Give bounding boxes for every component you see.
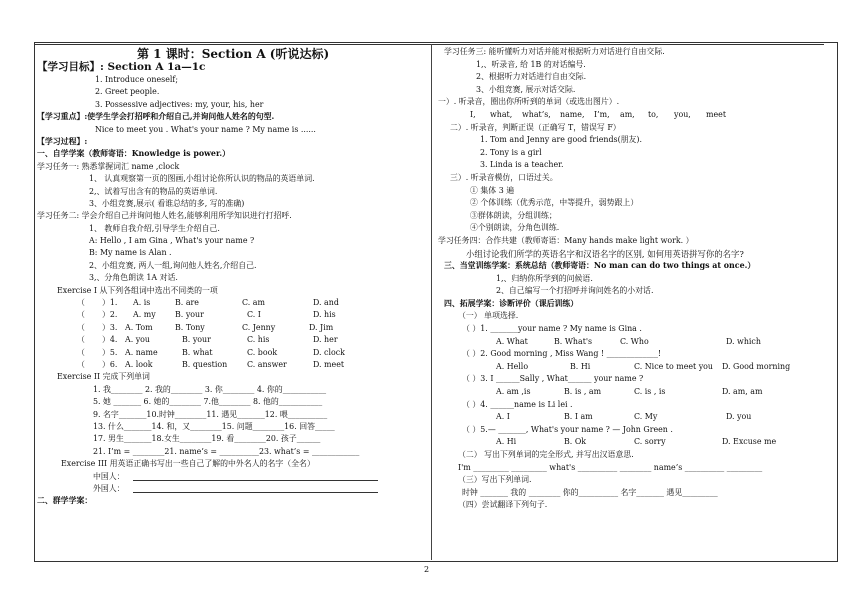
answer-line[interactable] [133, 473, 378, 481]
exercise-row: （ ）3. A. Tom B. Tony C. Jenny D. Jim [77, 322, 334, 332]
tf-item: 2. Tony is a girl [480, 147, 542, 157]
mc-options: A. I B. I am C. My D. you [496, 412, 752, 422]
header-line [34, 44, 824, 45]
answer-line[interactable] [133, 485, 378, 493]
mc-options: A. Hello B. Hi C. Nice to meet you D. Good morning [496, 361, 791, 371]
right-column [436, 48, 836, 514]
chinese-label: 中国人： [93, 471, 125, 481]
word-row: I, what, what’s, name, I’m, am, to, you, meet [470, 109, 726, 119]
exercise-row: （ ）1. A. is B. are C. am D. and [77, 298, 339, 308]
foreign-label: 外国人： [93, 483, 125, 493]
section-heading: 一、自学学案（教师寄语：Knowledge is power.） [37, 149, 231, 159]
task-item: 2、根据听力对话进行自由交际. [476, 72, 587, 82]
words-row: 时钟 _______ 我的 ________ 你的__________ 名字_______ 遇见_________ [462, 487, 718, 497]
column-divider [431, 44, 432, 560]
imitate-item: ② 个体训练（优秀示范，中等提升，弱势跟上） [470, 198, 639, 208]
objective-item: 3. Possessive adjectives: my, your, his, her [95, 99, 264, 109]
part-heading: （三）写出下列单词. [458, 475, 532, 485]
exercise-row: （ ）5. A. name B. what C. book D. clock [77, 347, 345, 357]
task-heading: 学习任务二: 学会介绍自己并询问他人姓名,能够利用所学知识进行打招呼. [37, 211, 292, 221]
exercise-title: Exercise II 完成下列单词 [57, 372, 150, 382]
task-item: 3,、分角色朗读 1A 对话. [89, 273, 178, 283]
fill-row: 17. 男生_______18.女生________19. 看________20. 孩子______ [93, 434, 321, 444]
mc-question: （ ）2. Good morning , Miss Wang ! _____________! [462, 349, 662, 359]
task-text: 小组讨论我们所学的英语名字和汉语名字的区别, 如何用英语拼写你的名字? [466, 248, 744, 259]
dialog-line: B: My name is Alan . [89, 248, 172, 258]
exercise-row: （ ）6. A. look B. question C. answer D. meet [77, 359, 345, 369]
part-heading: （一） 单项选择. [458, 311, 519, 321]
mc-question: （ ）4. ______name is Li lei . [462, 399, 573, 409]
listening-part: 三）. 听录音模仿，口语过关。 [450, 172, 558, 182]
section-heading: 二、群学学案： [37, 496, 93, 506]
objective-item: 2. Greet people. [95, 87, 160, 97]
fill-row: 21. I’m = ________21. name’s = __________23. what’s = ____________ [93, 446, 360, 456]
task-item: 1,、听录音, 给 1B 的对话编号. [476, 59, 586, 69]
exercise-title: Exercise I 从下列各组词中选出不同类的一项 [57, 285, 218, 295]
task-heading: 学习任务三: 能听懂听力对话并能对根据听力对话进行自由交际. [444, 47, 665, 56]
summary-item: 2、自己编写一个打招呼并询问姓名的小对话. [496, 286, 654, 296]
summary-item: 1,、归纳你所学到的问候语. [496, 273, 593, 283]
mc-question: （ ）3. I ______Sally , What______ your name ? [462, 374, 644, 384]
imitate-item: ① 集体 3 遍 [470, 185, 515, 195]
imitate-item: ④个别朗读，分角色训练. [470, 223, 560, 233]
mc-question: （ ）5.— _______, What's your name ? — John Green . [462, 424, 673, 434]
section-heading: 三、当堂训练学案：系统总结（教师寄语：No man can do two things at once.） [444, 261, 756, 271]
lesson-title: 第 1 课时：Section A (听说达标) [137, 47, 330, 61]
task-item: 3、小组竞赛,展示( 看谁总结的多, 写的准确) [89, 198, 245, 208]
fill-row: 5. 她 _______ 6. 她的________ 7.他________ 8. 他的___________ [93, 397, 323, 407]
listening-part: 二）. 听录音，判断正误（正确写 T，错误写 F） [450, 122, 621, 132]
exercise-row: （ ）4. A. you B. your C. his D. her [77, 335, 338, 345]
tf-item: 1. Tom and Jenny are good friends(朋友). [480, 135, 643, 145]
page-number: 2 [424, 565, 430, 574]
imitate-item: ③群体朗读，分组训练； [470, 210, 557, 220]
part-heading: （二） 写出下列单词的完全形式, 并写出汉语意思. [458, 450, 634, 459]
task-item: 1、 教师自我介绍,引导学生介绍自己. [89, 223, 220, 233]
objective-item: 1. Introduce oneself; [95, 75, 178, 84]
fill-row: 1. 我________ 2. 我的________ 3. 你________ 4. 你的___________ [93, 384, 327, 394]
exercise-title: Exercise III 用英语正确书写出一些自己了解的中外名人的名字（全名） [61, 459, 315, 469]
task-heading: 学习任务四：合作共建（教师寄语：Many hands make light work. ） [438, 235, 694, 245]
key-points: 【学习重点】:使学生学会打招呼和介绍自己,并询问他人姓名的句型. [37, 112, 275, 122]
task-item: 2、小组竞赛, 两人一组,询问他人姓名,介绍自己. [89, 260, 257, 270]
dialog-line: A: Hello , I am Gina , What's your name ? [89, 236, 255, 246]
objective-label: 【学习目标】: Section A 1a—1c [37, 61, 206, 73]
mc-options: A. am ,is B. is , am C. is , is D. am, am [496, 387, 763, 397]
exercise-row: （ ）2. A. my B. your C. I D. his [77, 310, 336, 320]
listening-part: 一）. 听录音，圈出你所听到的单词（或选出图片）. [438, 97, 620, 107]
fill-row: 13. 什么_______14. 和，又________15. 问题________16. 回答_____ [93, 421, 335, 431]
mc-options: A. What B. What's C. Who D. which [496, 336, 761, 346]
key-sentence: Nice to meet you . What's your name ? My name is ...... [95, 124, 316, 134]
mc-options: A. Hi B. Ok C. sorry D. Excuse me [496, 437, 777, 447]
left-column [37, 48, 427, 510]
part-heading: （四）尝试翻译下列句子. [458, 500, 548, 510]
task-item: 3、小组竞赛, 展示对话交际. [476, 84, 576, 94]
fill-row: 9. 名字_______10.时钟________11. 遇见_______12. 喂__________ [93, 409, 328, 419]
task-heading: 学习任务一: 熟悉掌握词汇 name ,clock [37, 161, 180, 171]
section-heading: 四、拓展学案：诊断评价（课后训练） [444, 298, 579, 308]
task-item: 1、 认真观察第一页的图画,小组讨论你所认识的物品的英语单词. [89, 174, 315, 184]
task-item: 2,、试着写出含有的物品的英语单词. [89, 186, 218, 196]
mc-question: （ ）1. _______your name ? My name is Gina . [462, 324, 642, 334]
full-forms-row: I'm _________ _________ what's __________ ________ name’s __________ _________ [458, 462, 763, 472]
tf-item: 3. Linda is a teacher. [480, 160, 564, 170]
process-label: 【学习过程】: [37, 136, 88, 146]
